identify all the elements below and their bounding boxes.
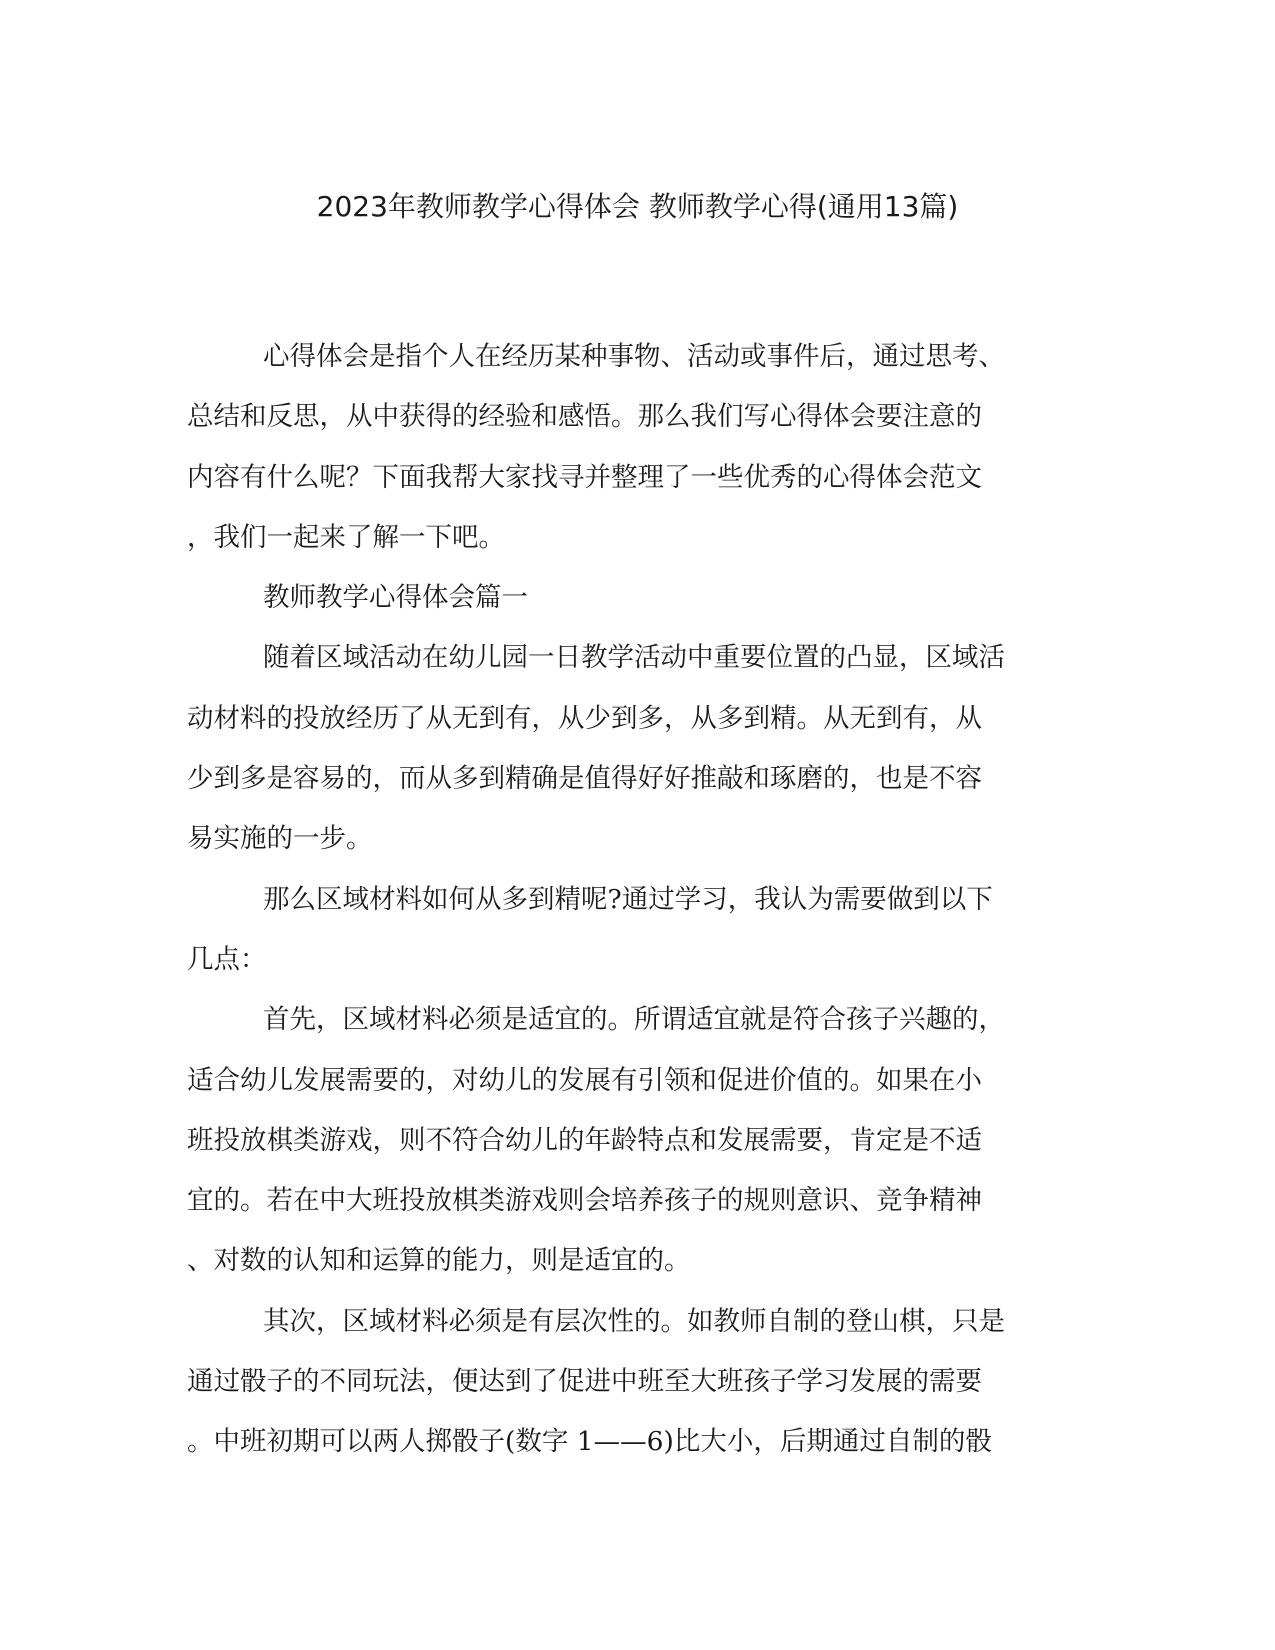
text-line: 。中班初期可以两人掷骰子(数字 1——6)比大小，后期通过自制的骰 xyxy=(187,1426,992,1458)
text-line: 易实施的一步。 xyxy=(187,823,373,855)
text-line: 、对数的认知和运算的能力，则是适宜的。 xyxy=(187,1245,691,1277)
text-line: 适合幼儿发展需要的，对幼儿的发展有引领和促进价值的。如果在小 xyxy=(187,1064,982,1096)
text-line: 动材料的投放经历了从无到有，从少到多，从多到精。从无到有，从 xyxy=(187,702,982,734)
text-line: 教师教学心得体会篇一 xyxy=(263,582,528,614)
text-line: 那么区域材料如何从多到精呢?通过学习，我认为需要做到以下 xyxy=(263,883,993,915)
text-line: 宜的。若在中大班投放棋类游戏则会培养孩子的规则意识、竞争精神 xyxy=(187,1185,982,1217)
document-title: 2023年教师教学心得体会 教师教学心得(通用13篇) xyxy=(316,190,959,223)
document-body xyxy=(187,327,1067,1473)
text-line: 少到多是容易的，而从多到精确是值得好好推敲和琢磨的，也是不容 xyxy=(187,763,982,795)
text-line: ，我们一起来了解一下吧。 xyxy=(187,521,505,553)
text-line: 通过骰子的不同玩法，便达到了促进中班至大班孩子学习发展的需要 xyxy=(187,1366,982,1398)
text-line: 总结和反思，从中获得的经验和感悟。那么我们写心得体会要注意的 xyxy=(187,401,982,433)
text-line: 其次，区域材料必须是有层次性的。如教师自制的登山棋，只是 xyxy=(263,1305,1005,1337)
text-line: 几点： xyxy=(187,943,267,975)
text-line: 心得体会是指个人在经历某种事物、活动或事件后，通过思考、 xyxy=(263,341,1005,372)
text-line: 内容有什么呢？下面我帮大家找寻并整理了一些优秀的心得体会范文 xyxy=(187,461,982,493)
text-line: 首先，区域材料必须是适宜的。所谓适宜就是符合孩子兴趣的， xyxy=(263,1004,1005,1036)
text-line: 班投放棋类游戏，则不符合幼儿的年龄特点和发展需要，肯定是不适 xyxy=(187,1124,982,1156)
text-line: 随着区域活动在幼儿园一日教学活动中重要位置的凸显，区域活 xyxy=(263,642,1005,674)
